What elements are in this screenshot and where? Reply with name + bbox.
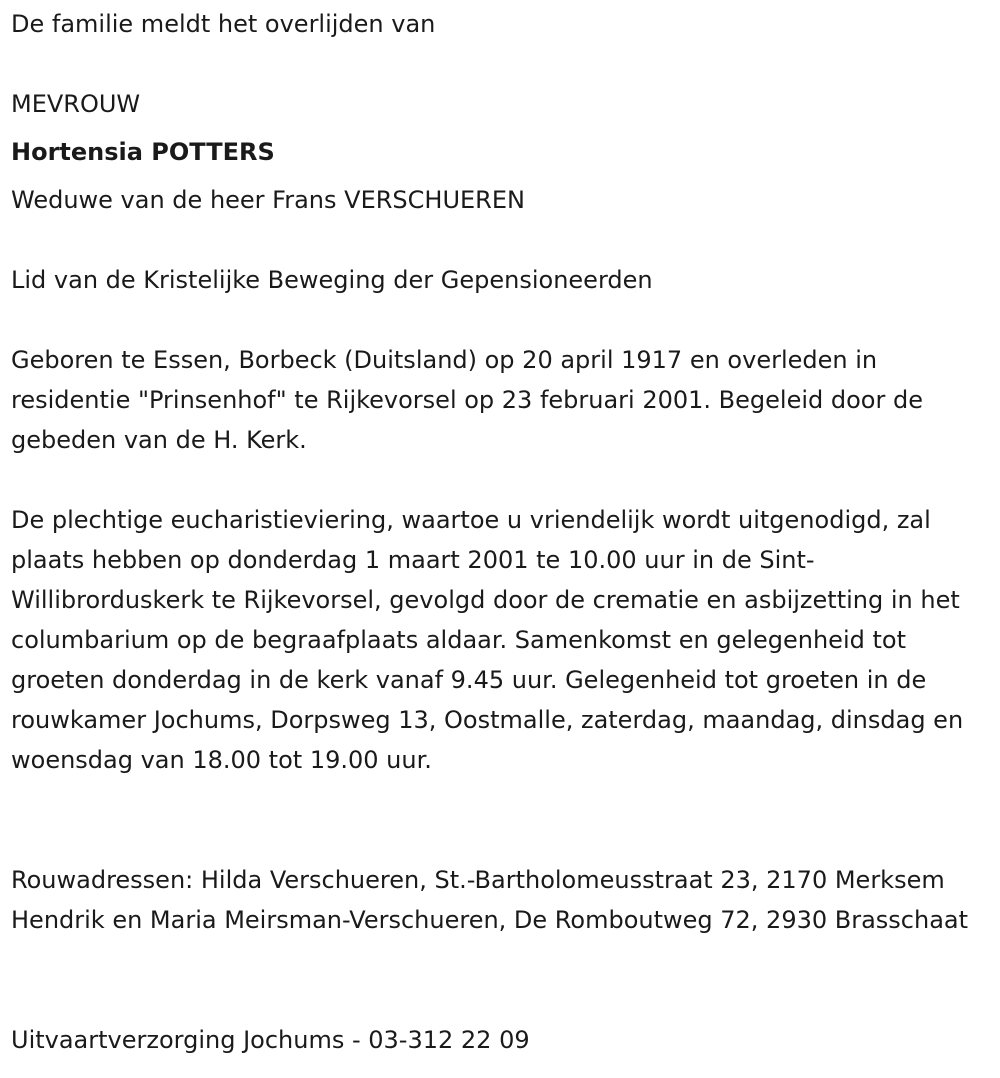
deceased-name: Hortensia POTTERS xyxy=(11,138,275,166)
spouse-line: Weduwe van de heer Frans VERSCHUEREN xyxy=(11,186,525,214)
birth-death-paragraph: Geboren te Essen, Borbeck (Duitsland) op 20 april 1917 en overleden in residentie "Prinsenhof" te Rijkevorsel op 23 februari 2001. Begeleid door de gebeden van de H. Kerk. xyxy=(11,346,923,454)
salutation: MEVROUW xyxy=(11,90,141,118)
membership-line: Lid van de Kristelijke Beweging der Gepensioneerden xyxy=(11,266,653,294)
ceremony-paragraph: De plechtige eucharistieviering, waartoe u vriendelijk wordt uitgenodigd, zal plaats hebben op donderdag 1 maart 2001 te 10.00 uur in de Sint-Willibrorduskerk te Rijkevorsel, gevolgd door de crematie en asbijzetting in het columbarium op de begraafplaats aldaar. Samenkomst en gelegenheid tot groeten donderdag in de kerk vanaf 9.45 uur. Gelegenheid tot groeten in de rouwkamer Jochums, Dorpsweg 13, Oostmalle, zaterdag, maandag, dinsdag en woensdag van 18.00 tot 19.00 uur. xyxy=(11,506,964,774)
undertaker-line: Uitvaartverzorging Jochums - 03-312 22 09 xyxy=(11,1026,530,1054)
addresses-paragraph: Rouwadressen: Hilda Verschueren, St.-Bartholomeusstraat 23, 2170 Merksem Hendrik en Maria Meirsman-Verschueren, De Romboutweg 72, 2930 Brasschaat xyxy=(11,866,969,934)
intro-text: De familie meldt het overlijden van xyxy=(11,10,436,38)
